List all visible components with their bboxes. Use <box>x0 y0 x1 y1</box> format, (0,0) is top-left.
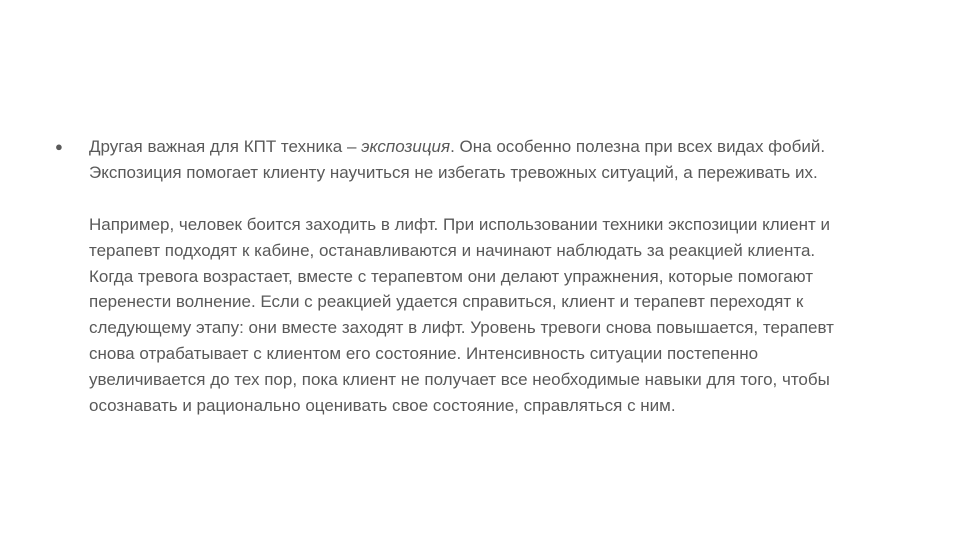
bullet-text <box>89 134 925 419</box>
example-line: перенести волнение. Если с реакцией удается справиться, клиент и терапевт переходят к <box>89 292 804 312</box>
example-line: следующему этапу: они вместе заходят в лифт. Уровень тревоги снова повышается, терапевт <box>89 318 834 338</box>
intro-line-2: Экспозиция помогает клиенту научиться не избегать тревожных ситуаций, а переживать их. <box>89 162 818 182</box>
intro-text-after: . Она особенно полезна при всех видах фобий. <box>450 137 826 156</box>
example-line: осознавать и рационально оценивать свое состояние, справляться с ним. <box>89 396 676 416</box>
example-line: Когда тревога возрастает, вместе с терапевтом они делают упражнения, которые помогают <box>89 266 814 286</box>
bullet-dot-icon: ● <box>55 139 63 154</box>
intro-text-before: Другая важная для КПТ техника – <box>89 137 362 156</box>
example-line: увеличивается до тех пор, пока клиент не получает все необходимые навыки для того, чтобы <box>89 370 830 390</box>
bullet-item <box>55 134 925 419</box>
intro-emphasis: экспозиция <box>361 137 451 156</box>
paragraph-example <box>89 212 925 419</box>
paragraph-intro <box>89 134 925 186</box>
intro-line-1 <box>89 134 925 160</box>
example-line: Например, человек боится заходить в лифт. При использовании техники экспозиции клиент и <box>89 214 830 234</box>
example-line: терапевт подходят к кабине, останавливаются и начинают наблюдать за реакцией клиента. <box>89 240 816 260</box>
example-line: снова отрабатывает с клиентом его состояние. Интенсивность ситуации постепенно <box>89 344 759 364</box>
